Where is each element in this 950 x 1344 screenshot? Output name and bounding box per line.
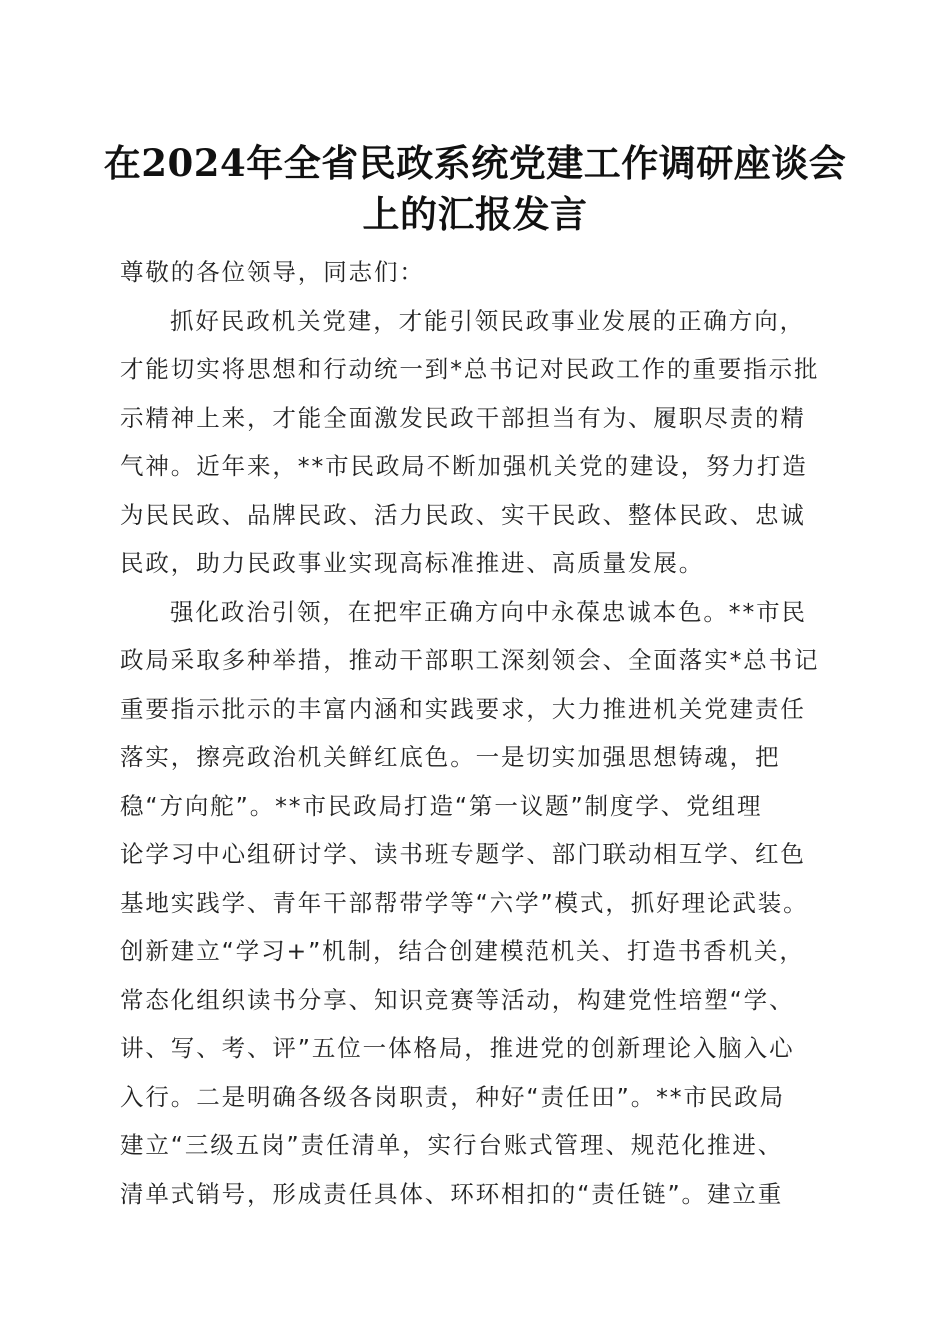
paragraph-line: 落实，擦亮政治机关鲜红底色。一是切实加强思想铸魂，把 xyxy=(120,743,781,771)
paragraph-line: 创新建立“学习+”机制，结合创建模范机关、打造书香机关， xyxy=(120,937,805,965)
paragraph-line: 常态化组织读书分享、知识竞赛等活动，构建党性培塑“学、 xyxy=(120,985,795,1014)
paragraph-line: 基地实践学、青年干部帮带学等“六学”模式，抓好理论武装。 xyxy=(120,888,809,917)
paragraph-line: 论学习中心组研讨学、读书班专题学、部门联动相互学、红色 xyxy=(120,840,806,868)
paragraph-line: 气神。近年来，**市民政局不断加强机关党的建设，努力打造 xyxy=(120,452,808,480)
paragraph-line: 讲、写、考、评”五位一体格局，推进党的创新理论入脑入心 xyxy=(120,1034,795,1062)
paragraph-line: 示精神上来，才能全面激发民政干部担当有为、履职尽责的精 xyxy=(120,403,806,432)
paragraph-line: 重要指示批示的丰富内涵和实践要求，大力推进机关党建责任 xyxy=(120,694,806,723)
paragraph-1 xyxy=(120,297,840,588)
document-body xyxy=(120,248,840,1218)
paragraph-line: 建立“三级五岗”责任清单，实行台账式管理、规范化推进、 xyxy=(120,1131,784,1159)
title-line-1: 在2024年全省民政系统党建工作调研座谈会 xyxy=(103,141,847,185)
paragraph-line: 为民民政、品牌民政、活力民政、实干民政、整体民政、忠诚 xyxy=(120,500,806,529)
paragraph-2 xyxy=(120,588,840,1219)
paragraph-line: 入行。二是明确各级各岗职责，种好“责任田”。**市民政局 xyxy=(120,1082,786,1111)
paragraph-line: 抓好民政机关党建，才能引领民政事业发展的正确方向， xyxy=(170,306,805,335)
salutation: 尊敬的各位领导，同志们： xyxy=(120,258,425,286)
paragraph-line: 强化政治引领，在把牢正确方向中永葆忠诚本色。**市民 xyxy=(170,597,807,626)
paragraph-line: 才能切实将思想和行动统一到*总书记对民政工作的重要指示批 xyxy=(120,355,820,383)
document-title xyxy=(100,138,850,240)
title-line-2: 上的汇报发言 xyxy=(362,192,588,236)
paragraph-line: 民政，助力民政事业实现高标准推进、高质量发展。 xyxy=(120,549,705,577)
paragraph-line: 清单式销号，形成责任具体、环环相扣的“责任链”。建立重 xyxy=(120,1179,784,1208)
paragraph-line: 稳“方向舵”。**市民政局打造“第一议题”制度学、党组理 xyxy=(120,791,763,820)
paragraph-line: 政局采取多种举措，推动干部职工深刻领会、全面落实*总书记 xyxy=(120,646,820,674)
